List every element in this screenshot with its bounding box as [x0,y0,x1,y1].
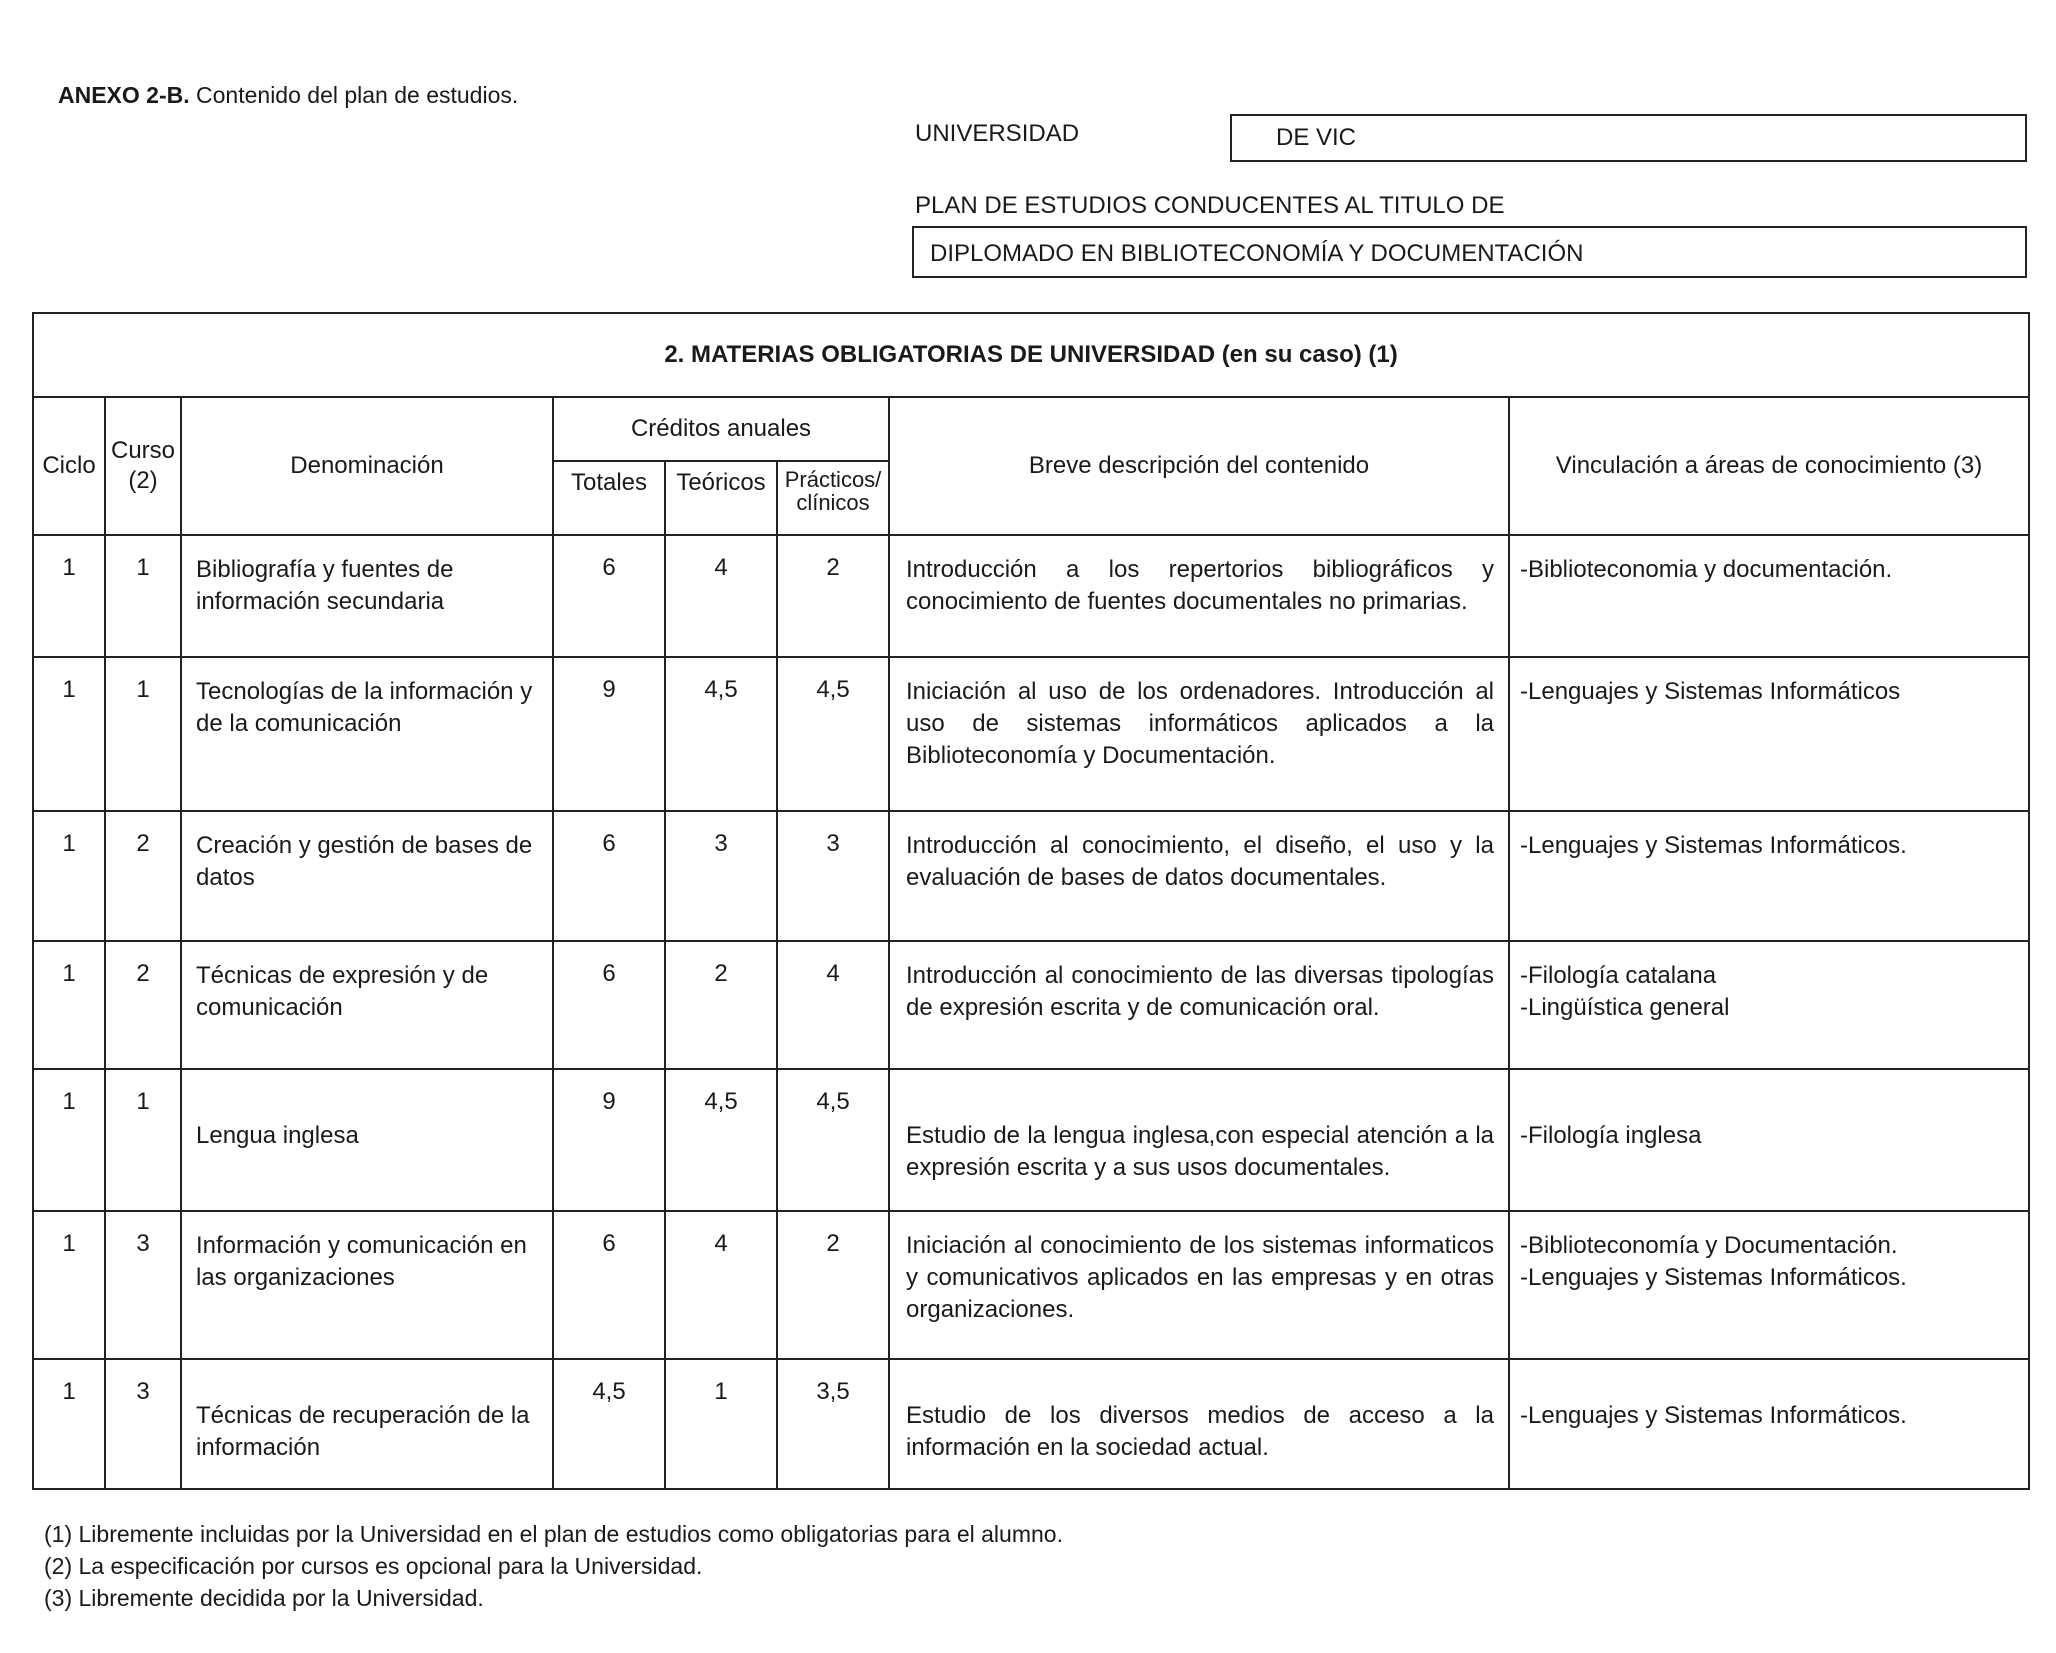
area-item: -Biblioteconomia y documentación. [1520,556,1893,583]
area-item: -Lenguajes y Sistemas Informáticos. [1520,1264,1907,1291]
cell-curso: 1 [105,1069,181,1211]
cell-descripcion: Iniciación al conocimiento de los sistemas informaticos y comunicativos aplicados en las empresas y en otras organizaciones. [889,1211,1509,1359]
table-row [33,1211,2029,1359]
cell-practicos: 3,5 [777,1359,889,1489]
table-row [33,1359,2029,1489]
cell-curso: 1 [105,535,181,657]
cell-teoricos: 4 [665,1211,777,1359]
cell-denominacion: Bibliografía y fuentes de información secundaria [181,535,553,657]
cell-practicos: 3 [777,811,889,941]
footnotes [44,1518,1063,1614]
cell-areas [1509,657,2029,811]
cell-ciclo: 1 [33,535,105,657]
annex-description: Contenido del plan de estudios. [189,82,519,108]
cell-denominacion: Tecnologías de la información y de la comunicación [181,657,553,811]
col-header-practicos-line2: clínicos [796,490,870,515]
cell-teoricos: 2 [665,941,777,1069]
cell-ciclo: 1 [33,1069,105,1211]
cell-practicos: 2 [777,535,889,657]
cell-curso: 3 [105,1359,181,1489]
cell-areas [1509,1211,2029,1359]
cell-practicos: 4,5 [777,657,889,811]
cell-teoricos: 4,5 [665,1069,777,1211]
col-header-curso-note: (2) [128,467,158,494]
cell-ciclo: 1 [33,657,105,811]
cell-areas [1509,1069,2029,1211]
col-header-descripcion: Breve descripción del contenido [889,397,1509,535]
area-item: -Biblioteconomía y Documentación. [1520,1232,1898,1259]
cell-totales: 6 [553,535,665,657]
area-item: -Filología inglesa [1520,1122,1702,1149]
cell-descripcion: Introducción a los repertorios bibliográficos y conocimiento de fuentes documentales no primarias. [889,535,1509,657]
area-item: -Lenguajes y Sistemas Informáticos. [1520,1402,1907,1429]
degree-field: DIPLOMADO EN BIBLIOTECONOMÍA Y DOCUMENTACIÓN [912,226,2027,278]
cell-curso: 1 [105,657,181,811]
footnote-2: (2) La especificación por cursos es opcional para la Universidad. [44,1553,703,1579]
cell-ciclo: 1 [33,1359,105,1489]
cell-teoricos: 3 [665,811,777,941]
cell-teoricos: 4 [665,535,777,657]
cell-denominacion: Técnicas de expresión y de comunicación [181,941,553,1069]
university-field: DE VIC [1230,114,2027,162]
cell-totales: 4,5 [553,1359,665,1489]
cell-areas [1509,535,2029,657]
university-label: UNIVERSIDAD [915,120,1080,147]
cell-teoricos: 4,5 [665,657,777,811]
col-header-ciclo: Ciclo [33,397,105,535]
col-header-denominacion: Denominación [181,397,553,535]
table-row [33,657,2029,811]
cell-totales: 6 [553,941,665,1069]
table-row [33,535,2029,657]
cell-descripcion: Iniciación al uso de los ordenadores. Introducción al uso de sistemas informáticos aplicados a la Biblioteconomía y Documentación. [889,657,1509,811]
cell-ciclo: 1 [33,1211,105,1359]
col-header-practicos-line1: Prácticos/ [784,467,882,492]
cell-descripcion: Estudio de los diversos medios de acceso a la información en la sociedad actual. [889,1359,1509,1489]
footnote-3: (3) Libremente decidida por la Universidad. [44,1585,484,1611]
cell-curso: 2 [105,941,181,1069]
cell-denominacion: Creación y gestión de bases de datos [181,811,553,941]
annex-heading [58,82,518,109]
annex-number: ANEXO 2-B. [58,82,190,108]
plan-label: PLAN DE ESTUDIOS CONDUCENTES AL TITULO DE [915,192,1505,219]
cell-practicos: 2 [777,1211,889,1359]
cell-areas [1509,1359,2029,1489]
area-item: -Lenguajes y Sistemas Informáticos [1520,678,1901,705]
cell-totales: 9 [553,657,665,811]
cell-practicos: 4 [777,941,889,1069]
cell-ciclo: 1 [33,941,105,1069]
table-row [33,811,2029,941]
cell-practicos: 4,5 [777,1069,889,1211]
subjects-table [32,312,2030,1490]
col-header-creditos: Créditos anuales [553,397,889,461]
cell-totales: 6 [553,811,665,941]
cell-denominacion: Lengua inglesa [181,1069,553,1211]
cell-denominacion: Técnicas de recuperación de la información [181,1359,553,1489]
col-header-totales: Totales [553,461,665,535]
col-header-curso [105,397,181,535]
section-title: 2. MATERIAS OBLIGATORIAS DE UNIVERSIDAD (en su caso) (1) [33,313,2029,397]
area-item: -Filología catalana [1520,962,1717,989]
cell-teoricos: 1 [665,1359,777,1489]
col-header-vinculacion: Vinculación a áreas de conocimiento (3) [1509,397,2029,535]
col-header-practicos [777,461,889,535]
cell-denominacion: Información y comunicación en las organizaciones [181,1211,553,1359]
cell-areas [1509,811,2029,941]
cell-ciclo: 1 [33,811,105,941]
cell-areas [1509,941,2029,1069]
cell-descripcion: Estudio de la lengua inglesa,con especial atención a la expresión escrita y a sus usos documentales. [889,1069,1509,1211]
area-item: -Lenguajes y Sistemas Informáticos. [1520,832,1907,859]
cell-curso: 2 [105,811,181,941]
table-row [33,941,2029,1069]
area-item: -Lingüística general [1520,994,1730,1021]
cell-descripcion: Introducción al conocimiento de las diversas tipologías de expresión escrita y de comunicación oral. [889,941,1509,1069]
cell-descripcion: Introducción al conocimiento, el diseño, el uso y la evaluación de bases de datos documentales. [889,811,1509,941]
col-header-curso-label: Curso [110,437,176,464]
cell-totales: 6 [553,1211,665,1359]
cell-curso: 3 [105,1211,181,1359]
col-header-teoricos: Teóricos [665,461,777,535]
footnote-1: (1) Libremente incluidas por la Universidad en el plan de estudios como obligatorias para el alumno. [44,1521,1063,1547]
cell-totales: 9 [553,1069,665,1211]
table-row [33,1069,2029,1211]
